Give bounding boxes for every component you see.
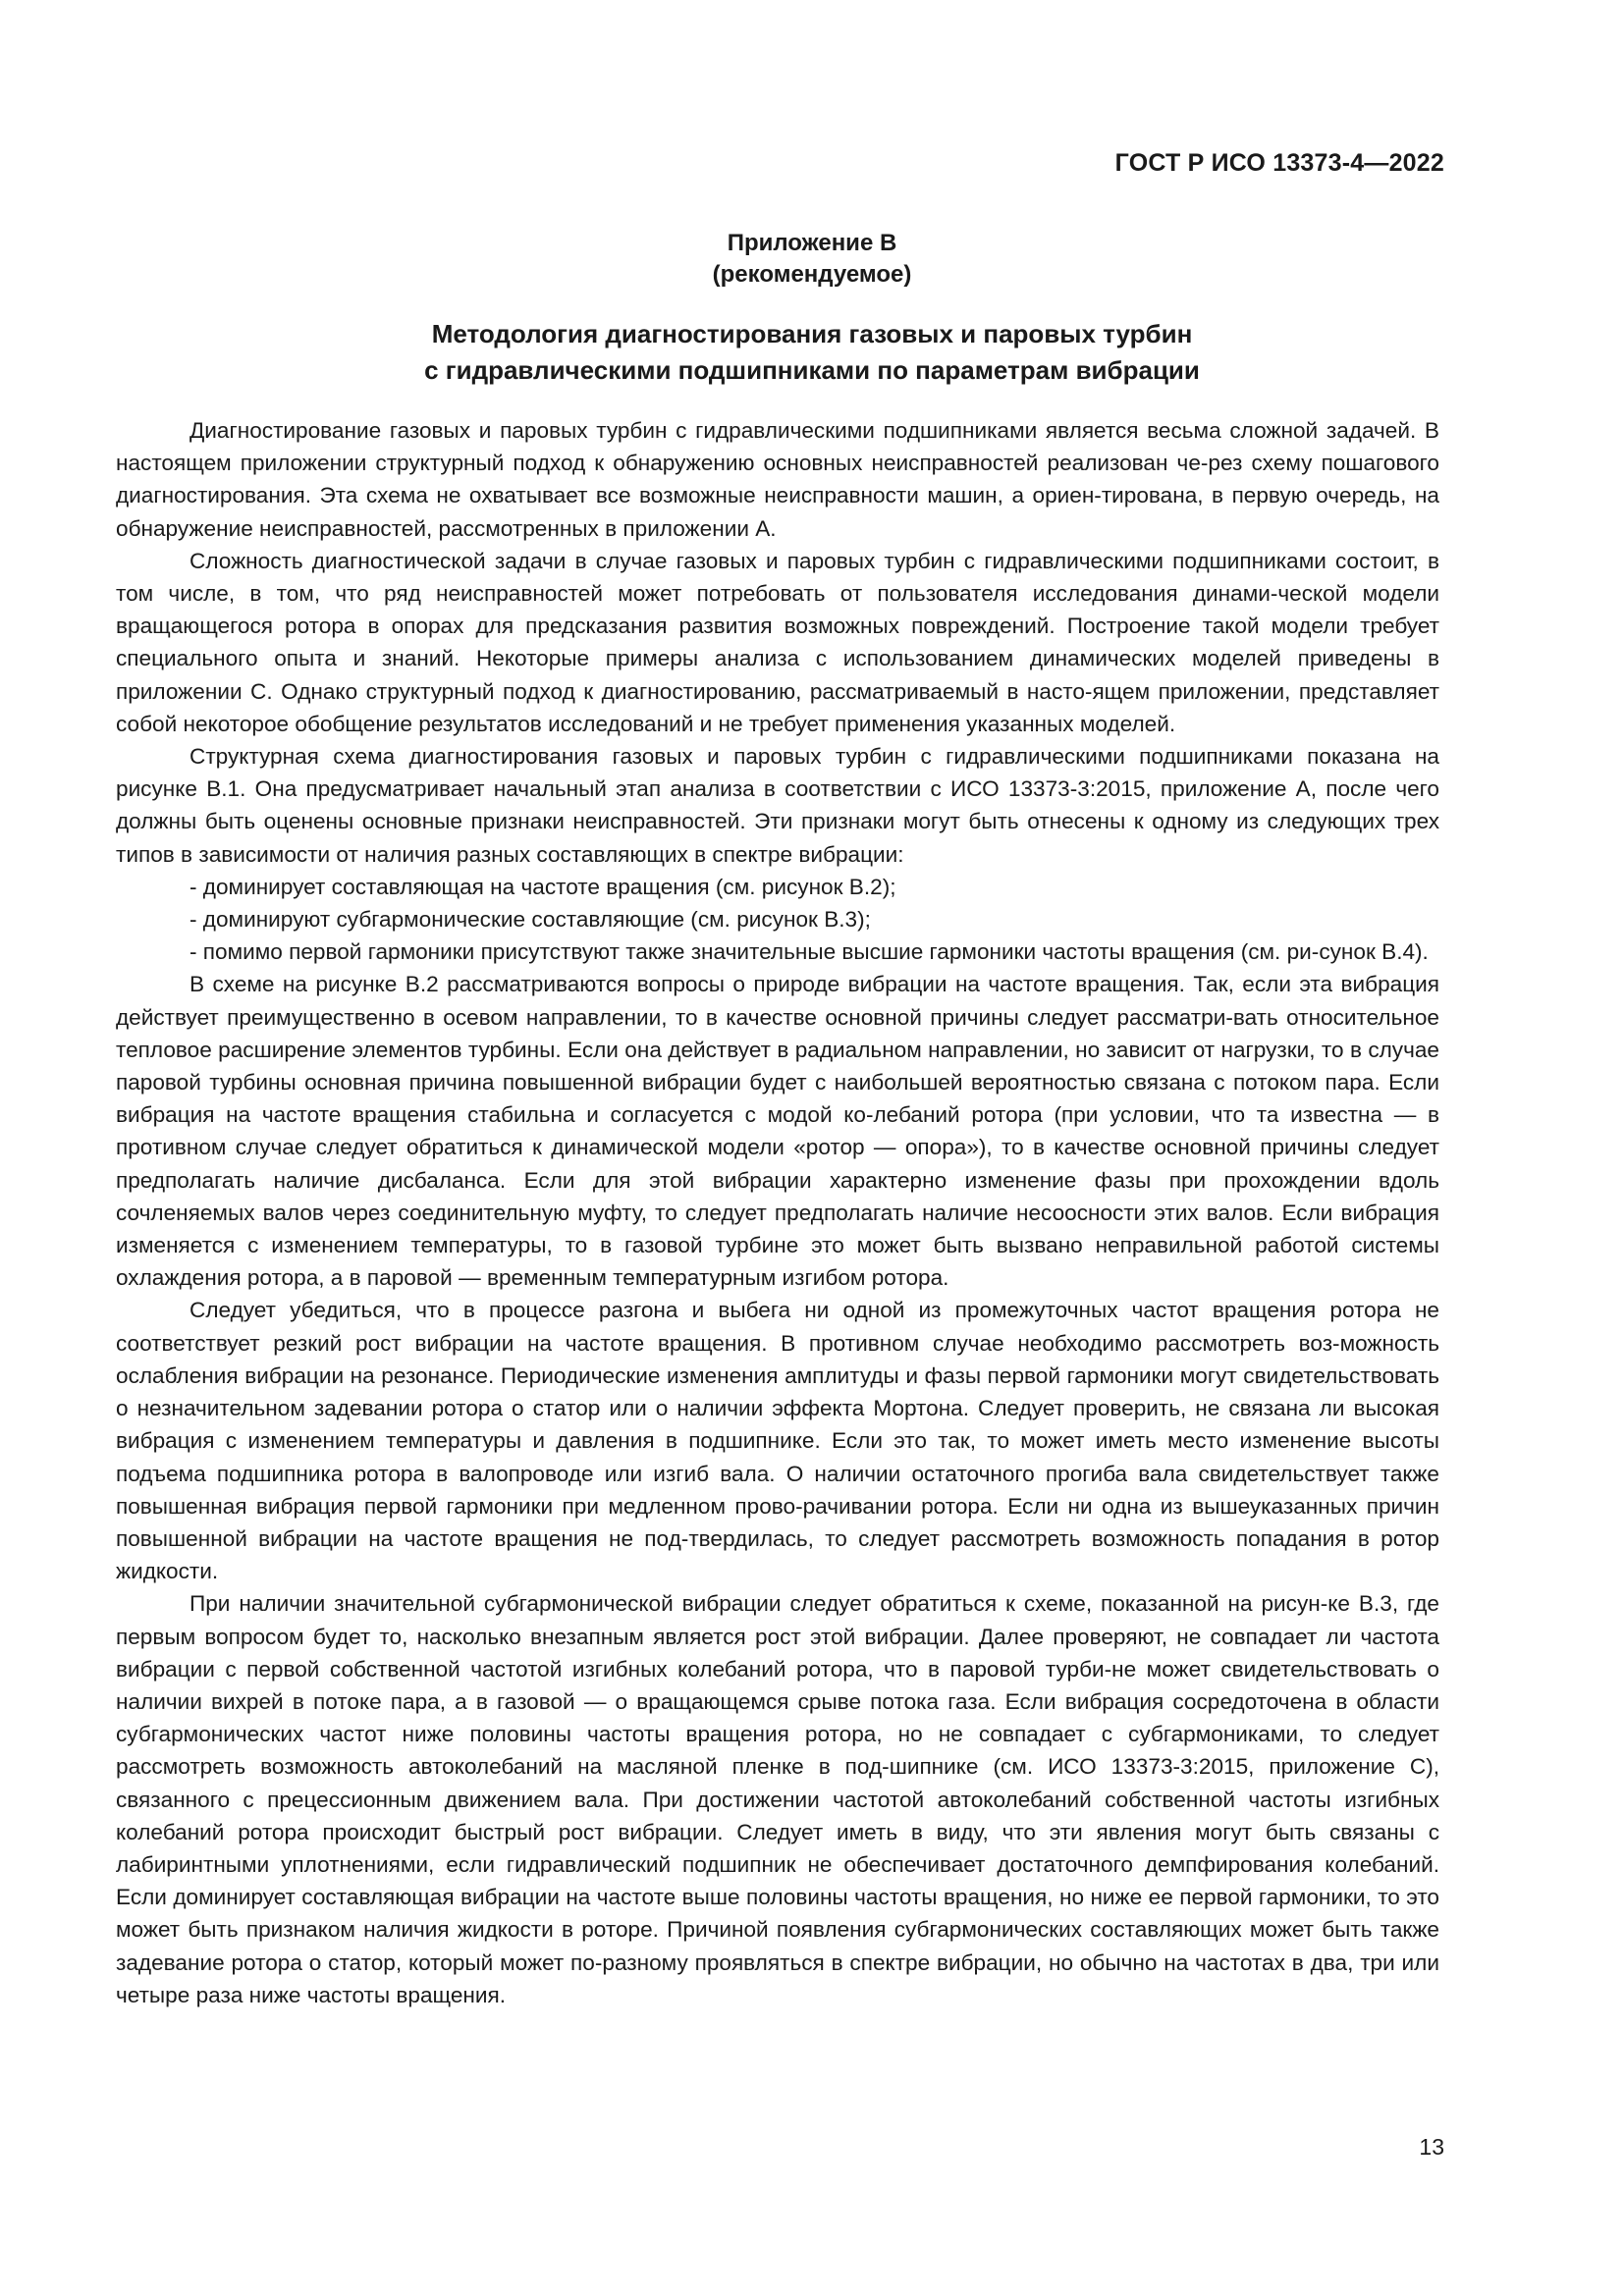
list-item: - доминируют субгармонические составляющие (см. рисунок В.3);	[189, 907, 871, 933]
paragraph: В схеме на рисунке В.2 рассматриваются вопросы о природе вибрации на частоте вращения. Так, если эта вибрация действует преимущественно в осевом направлении, то в качестве основной причины следует рассматри-вать относительное тепловое расширение элементов турбины. Если она действует в радиальном направлении, но зависит от нагрузки, то в случае паровой турбины основная причина повышенной вибрации будет с наибольшей вероятностью связана с потоком пара. Если вибрация на частоте вращения стабильна и согласуется с модой ко-лебаний ротора (при условии, что та известна — в противном случае следует обратиться к динамической модели «ротор — опора»), то в качестве основной причины следует предполагать наличие дисбаланса. Если для этой вибрации характерно изменение фазы при прохождении вдоль сочленяемых валов через соединительную муфту, то следует предполагать наличие несоосности этих валов. Если вибрация изменяется с изменением температуры, то в газовой турбине это может быть вызвано неправильной работой системы охлаждения ротора, а в паровой — временным температурным изгибом ротора.	[116, 972, 1439, 1291]
body-text	[116, 414, 1439, 2011]
paragraph: Следует убедиться, что в процессе разгона и выбега ни одной из промежуточных частот вращения ротора не соответствует резкий рост вибрации на частоте вращения. В противном случае необходимо рассмотреть воз-можность ослабления вибрации на резонансе. Периодические изменения амплитуды и фазы первой гармоники могут свидетельствовать о незначительном задевании ротора о статор или о наличии эффекта Мортона. Следует проверить, не связана ли высокая вибрация с изменением температуры и давления в подшипнике. Если это так, то может иметь место изменение высоты подъема подшипника ротора в валопроводе или изгиб вала. О наличии остаточного прогиба вала свидетельствует также повышенная вибрация первой гармоники при медленном прово-рачивании ротора. Если ни одна из вышеуказанных причин повышенной вибрации на частоте вращения не под-твердилась, то следует рассмотреть возможность попадания в ротор жидкости.	[116, 1298, 1439, 1584]
annex-heading	[0, 228, 1624, 291]
standard-id-header: ГОСТ Р ИСО 13373-4—2022	[1114, 149, 1444, 177]
paragraph: При наличии значительной субгармонической вибрации следует обратиться к схеме, показанной на рисун-ке В.3, где первым вопросом будет то, насколько внезапным является рост этой вибрации. Далее проверяют, не совпадает ли частота вибрации с первой собственной частотой изгибных колебаний ротора, что в паровой турби-не может свидетельствовать о наличии вихрей в потоке пара, а в газовой — о вращающемся срыве потока газа. Если вибрация сосредоточена в области субгармонических частот ниже половины частоты вращения ротора, но не совпадает с субгармониками, то следует рассмотреть возможность автоколебаний на масляной пленке в под-шипнике (см. ИСО 13373-3:2015, приложение С), связанного с прецессионным движением вала. При достижении частотой автоколебаний собственной частоты изгибных колебаний ротора происходит быстрый рост вибрации. Следует иметь в виду, что эти явления могут быть связаны с лабиринтными уплотнениями, если гидравлический подшипник не обеспечивает достаточного демпфирования колебаний. Если доминирует составляющая вибрации на частоте выше половины частоты вращения, но ниже ее первой гармоники, то это может быть признаком наличия жидкости в роторе. Причиной появления субгармонических составляющих может быть также задевание ротора о статор, который может по-разному проявляться в спектре вибрации, но обычно на частотах в два, три или четыре раза ниже частоты вращения.	[116, 1591, 1439, 2007]
paragraph: Диагностирование газовых и паровых турбин с гидравлическими подшипниками является весьма сложной задачей. В настоящем приложении структурный подход к обнаружению основных неисправностей реализован че-рез схему пошагового диагностирования. Эта схема не охватывает все возможные неисправности машин, а ориен-тирована, в первую очередь, на обнаружение неисправностей, рассмотренных в приложении А.	[116, 418, 1439, 541]
annex-status: (рекомендуемое)	[712, 261, 912, 288]
annex-title-line-2: с гидравлическими подшипниками по параметрам вибрации	[424, 355, 1200, 385]
page-number: 13	[1419, 2134, 1444, 2160]
annex-title	[0, 316, 1624, 389]
annex-label: Приложение B	[727, 230, 897, 256]
list-item: - помимо первой гармоники присутствуют также значительные высшие гармоники частоты вращения (см. ри-сунок В.4).	[189, 939, 1429, 965]
annex-title-line-1: Методология диагностирования газовых и паровых турбин	[431, 319, 1193, 348]
list-item: - доминирует составляющая на частоте вращения (см. рисунок В.2);	[189, 874, 896, 899]
paragraph: Структурная схема диагностирования газовых и паровых турбин с гидравлическими подшипниками показана на рисунке В.1. Она предусматривает начальный этап анализа в соответствии с ИСО 13373-3:2015, приложение А, после чего должны быть оценены основные признаки неисправностей. Эти признаки могут быть отнесены к одному из следующих трех типов в зависимости от наличия разных составляющих в спектре вибрации:	[116, 744, 1439, 867]
paragraph: Сложность диагностической задачи в случае газовых и паровых турбин с гидравлическими подшипниками состоит, в том числе, в том, что ряд неисправностей может потребовать от пользователя исследования динами-ческой модели вращающегося ротора в опорах для предсказания развития возможных повреждений. Построение такой модели требует специального опыта и знаний. Некоторые примеры анализа с использованием динамических моделей приведены в приложении С. Однако структурный подход к диагностированию, рассматриваемый в насто-ящем приложении, представляет собой некоторое обобщение результатов исследований и не требует применения указанных моделей.	[116, 548, 1439, 736]
